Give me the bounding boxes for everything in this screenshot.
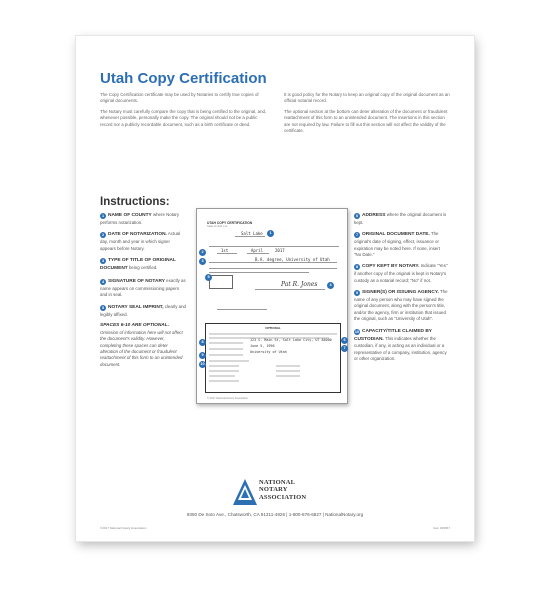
step-number-badge: 8: [355, 265, 359, 270]
form-rule: [217, 309, 267, 310]
certificate-sheet: [76, 36, 474, 541]
logo-line: NOTARY: [259, 486, 288, 494]
logo-wordmark: [259, 479, 306, 501]
marker-6: 6: [341, 337, 348, 344]
instruction-term: SIGNER(S) OR ISSUING AGENCY.: [362, 290, 439, 296]
instruction-text: The original's date of signing, effect, issuance or expiration may be noted here. If none, insert "No Date.": [354, 231, 440, 258]
instruction-term: DATE OF NOTARIZATION.: [108, 232, 167, 238]
instruction-term: CAPACITY/TITLE CLAIMED BY CUSTODIAN.: [354, 328, 432, 342]
intro-paragraph: The Notary must carefully compare the copy that is being certified to the original, and, whenever possible, personally make the copy. The original should not be a public record nor a publicly recordable document, such as a birth certificate or deed.: [100, 108, 267, 127]
marker-2: 2: [199, 249, 206, 256]
day-line: [217, 253, 237, 254]
marker-4: 4: [327, 282, 334, 289]
instruction-term: SIGNATURE OF NOTARY: [108, 278, 165, 284]
step-number-badge: 2: [101, 233, 105, 238]
step-number-badge: 3: [101, 259, 105, 264]
instruction-term: COPY KEPT BY NOTARY.: [362, 264, 420, 270]
logo-line: ASSOCIATION: [259, 493, 307, 501]
intro-left-column: [100, 92, 268, 132]
instruction-term: NAME OF COUNTY: [108, 213, 152, 218]
instruction-item: [354, 212, 448, 226]
optional-text-line: [209, 333, 337, 335]
instruction-item: [354, 289, 448, 322]
optional-section: [205, 323, 341, 393]
nna-mountain-logo-icon: [232, 478, 258, 506]
instruction-text: The name of any person who may have signed the original document, along with the person's title, and/or the agency, firm or institution that issued the original, such as "University of Utah".: [354, 289, 448, 322]
marker-5: 5: [205, 274, 212, 281]
field-label-placeholder: [209, 365, 239, 367]
step-number-badge: 1: [101, 214, 105, 218]
intro-paragraph: The optional section at the bottom can deter alteration of the document or fraudulent reattachment of this form to an unintended document. The insertions in this section are not required by law. Failure to fill out this section will not affect the validity of the certificate.: [284, 108, 448, 133]
instructions-left-column: [100, 212, 186, 373]
marker-3: 3: [199, 258, 206, 265]
instruction-text: being certified.: [127, 264, 158, 270]
issuer-value: University of Utah: [250, 350, 287, 354]
instruction-item: [354, 231, 448, 258]
original-date-value: June 5, 1996: [250, 344, 275, 348]
page-title: Utah Copy Certification: [100, 70, 267, 87]
field-label-placeholder: [209, 380, 239, 382]
footer-form-number: Item #25967: [433, 526, 450, 530]
footer-address: 9350 De Soto Ave., Chatsworth, CA 91311-4926 | 1-800-876-6827 | NationalNotary.org: [186, 512, 364, 517]
notary-signature: Pat R. Jones: [281, 281, 318, 288]
marker-8: 8: [199, 339, 206, 346]
instructions-right-column: [354, 212, 448, 368]
field-label-placeholder: [209, 360, 249, 362]
instruction-text: clearly and legibly affixed.: [100, 303, 186, 317]
intro-paragraph: The Copy Certification certificate may be used by Notaries to certify true copies of original documents.: [100, 92, 259, 104]
optional-heading: SPACES 6-10 ARE OPTIONAL.: [100, 322, 170, 328]
instruction-item: [100, 231, 186, 252]
marker-7: 7: [341, 345, 348, 352]
signature-line: [255, 289, 325, 290]
instruction-term: ORIGINAL DOCUMENT DATE.: [362, 232, 430, 238]
field-label-placeholder: [276, 370, 300, 372]
nna-logo: [232, 478, 352, 508]
document-value: B.A. degree, University of Utah: [255, 257, 330, 262]
field-label-placeholder: [276, 375, 300, 377]
instruction-item: [100, 257, 186, 273]
county-value: Salt Lake: [241, 231, 263, 236]
form-footer: © 2017 National Notary Association: [207, 397, 248, 400]
step-number-badge: 10: [354, 329, 360, 334]
optional-section-title: OPTIONAL: [265, 326, 281, 330]
instructions-heading: Instructions:: [100, 196, 170, 208]
notary-seal-box: [209, 275, 233, 289]
instruction-text: where Notary performs notarization.: [100, 212, 180, 225]
instruction-text: Indicate "Yes" if another copy of the original is kept in Notary's custody as a notarial record; "No" if not.: [354, 263, 448, 283]
month-line: [247, 253, 269, 254]
field-label-placeholder: [209, 354, 243, 356]
instruction-term: NOTARY SEAL IMPRINT,: [108, 304, 164, 310]
instruction-text: exactly as name appears on commissioning papers and in seal.: [100, 277, 186, 298]
month-value: April: [251, 248, 264, 253]
form-rule: [209, 246, 339, 247]
field-label-placeholder: [209, 370, 239, 372]
form-title: UTAH COPY CERTIFICATION: [207, 221, 253, 225]
step-number-badge: 4: [101, 279, 105, 284]
instruction-text: Actual day, month and year in which signer appears before Notary.: [100, 231, 181, 251]
field-label-placeholder: [209, 348, 243, 350]
instruction-term: ADDRESS: [362, 213, 386, 218]
footer-copyright: ©2017 National Notary Association: [100, 526, 147, 530]
instruction-text: This indicates whether the custodian, if any, is acting as an individual or a representative of a company, institution, agency or other organization.: [354, 335, 447, 362]
field-label-placeholder: [209, 375, 235, 377]
instruction-item: [354, 328, 448, 363]
day-value: 1st: [221, 248, 229, 253]
sample-certificate-form: [196, 208, 348, 404]
intro-paragraph: It is good policy for the Notary to keep an original copy of the original document as an official notarial record.: [284, 92, 450, 104]
logo-line: NATIONAL: [259, 479, 296, 486]
marker-10: 10: [200, 362, 205, 366]
county-line: [235, 236, 265, 237]
instruction-text: where the original document is kept.: [354, 212, 447, 225]
step-number-badge: 9: [355, 291, 359, 296]
step-number-badge: 7: [355, 233, 359, 238]
form-rule: [209, 268, 337, 269]
form-rule: [209, 272, 309, 273]
marker-9: 9: [199, 352, 206, 359]
marker-1: 1: [267, 230, 274, 237]
intro-right-column: [284, 92, 450, 138]
instruction-item: [100, 304, 186, 318]
year-value: 2017: [275, 248, 285, 253]
document-line: [209, 262, 337, 263]
instruction-item: [100, 278, 186, 299]
form-subtitle: State of Utah } ss.: [207, 225, 228, 228]
instruction-item: [354, 263, 448, 284]
instruction-item: [100, 212, 186, 226]
instruction-term: TYPE OF TITLE OF ORIGINAL DOCUMENT: [100, 258, 176, 271]
optional-text: Omission of information here will not affect the document's validity. However, completing these spaces can deter alteration of the document or fraudulent reattachment of this form to an unintended document.: [100, 329, 183, 367]
field-label-placeholder: [276, 365, 300, 367]
field-label-placeholder: [209, 342, 243, 344]
step-number-badge: 6: [355, 214, 359, 218]
optional-note: [100, 323, 186, 368]
address-value: 123 S. Main St, Salt Lake City, UT 84000: [250, 338, 332, 342]
step-number-badge: 5: [101, 305, 105, 310]
